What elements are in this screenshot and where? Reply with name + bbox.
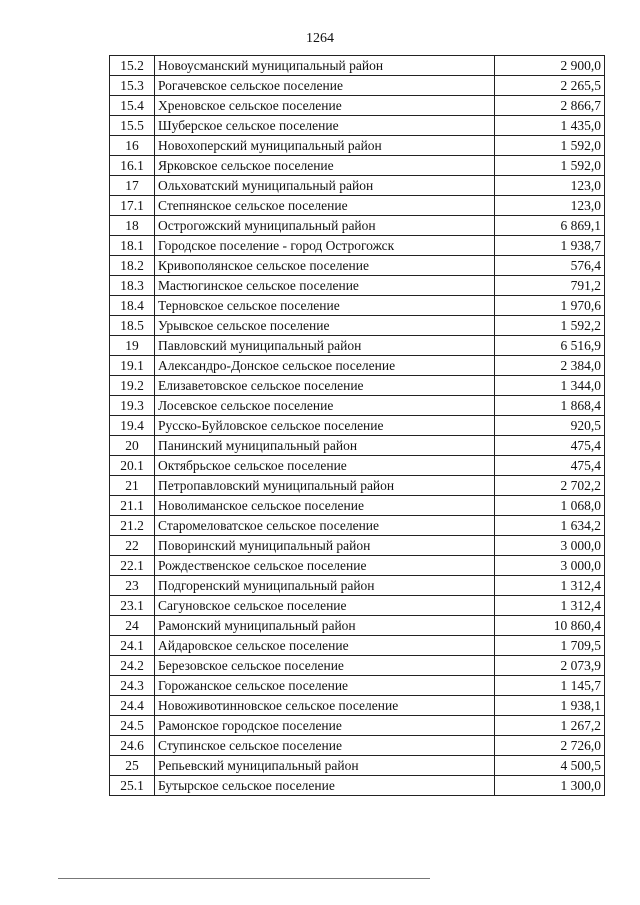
municipality-name-cell: Городское поселение - город Острогожск bbox=[155, 236, 495, 256]
municipality-name-cell: Сагуновское сельское поселение bbox=[155, 596, 495, 616]
table-row bbox=[110, 416, 605, 436]
row-number-cell: 24.1 bbox=[110, 636, 155, 656]
row-number-cell: 18.5 bbox=[110, 316, 155, 336]
municipality-name-cell: Подгоренский муниципальный район bbox=[155, 576, 495, 596]
municipality-name-cell: Урывское сельское поселение bbox=[155, 316, 495, 336]
municipality-name-cell: Петропавловский муниципальный район bbox=[155, 476, 495, 496]
municipality-name-cell: Мастюгинское сельское поселение bbox=[155, 276, 495, 296]
amount-cell: 1 592,0 bbox=[495, 156, 605, 176]
table-row bbox=[110, 196, 605, 216]
row-number-cell: 25 bbox=[110, 756, 155, 776]
municipality-name-cell: Поворинский муниципальный район bbox=[155, 536, 495, 556]
municipality-name-cell: Рождественское сельское поселение bbox=[155, 556, 495, 576]
municipality-name-cell: Новолиманское сельское поселение bbox=[155, 496, 495, 516]
row-number-cell: 15.5 bbox=[110, 116, 155, 136]
row-number-cell: 24.3 bbox=[110, 676, 155, 696]
table-row bbox=[110, 96, 605, 116]
municipality-name-cell: Октябрьское сельское поселение bbox=[155, 456, 495, 476]
amount-cell: 123,0 bbox=[495, 176, 605, 196]
row-number-cell: 24.2 bbox=[110, 656, 155, 676]
table-row bbox=[110, 476, 605, 496]
amount-cell: 1 868,4 bbox=[495, 396, 605, 416]
table-row bbox=[110, 716, 605, 736]
row-number-cell: 22 bbox=[110, 536, 155, 556]
row-number-cell: 24.4 bbox=[110, 696, 155, 716]
table-row bbox=[110, 456, 605, 476]
amount-cell: 6 869,1 bbox=[495, 216, 605, 236]
amount-cell: 920,5 bbox=[495, 416, 605, 436]
row-number-cell: 18.4 bbox=[110, 296, 155, 316]
row-number-cell: 16.1 bbox=[110, 156, 155, 176]
table-row bbox=[110, 356, 605, 376]
table-row bbox=[110, 396, 605, 416]
amount-cell: 2 900,0 bbox=[495, 56, 605, 76]
table-row bbox=[110, 596, 605, 616]
amount-cell: 475,4 bbox=[495, 436, 605, 456]
amount-cell: 1 592,2 bbox=[495, 316, 605, 336]
page-number: 1264 bbox=[306, 31, 334, 46]
table-row bbox=[110, 276, 605, 296]
row-number-cell: 24.6 bbox=[110, 736, 155, 756]
amount-cell: 475,4 bbox=[495, 456, 605, 476]
amount-cell: 6 516,9 bbox=[495, 336, 605, 356]
row-number-cell: 19.4 bbox=[110, 416, 155, 436]
budget-table bbox=[109, 55, 605, 796]
municipality-name-cell: Ярковское сельское поселение bbox=[155, 156, 495, 176]
table-row bbox=[110, 316, 605, 336]
municipality-name-cell: Ступинское сельское поселение bbox=[155, 736, 495, 756]
row-number-cell: 18.3 bbox=[110, 276, 155, 296]
row-number-cell: 21 bbox=[110, 476, 155, 496]
table-row bbox=[110, 236, 605, 256]
row-number-cell: 19.1 bbox=[110, 356, 155, 376]
amount-cell: 2 866,7 bbox=[495, 96, 605, 116]
municipality-name-cell: Старомеловатское сельское поселение bbox=[155, 516, 495, 536]
amount-cell: 2 726,0 bbox=[495, 736, 605, 756]
budget-table-body bbox=[110, 56, 605, 796]
amount-cell: 1 634,2 bbox=[495, 516, 605, 536]
amount-cell: 1 435,0 bbox=[495, 116, 605, 136]
amount-cell: 1 344,0 bbox=[495, 376, 605, 396]
amount-cell: 3 000,0 bbox=[495, 536, 605, 556]
municipality-name-cell: Новохоперский муниципальный район bbox=[155, 136, 495, 156]
table-row bbox=[110, 756, 605, 776]
amount-cell: 4 500,5 bbox=[495, 756, 605, 776]
row-number-cell: 23.1 bbox=[110, 596, 155, 616]
table-row bbox=[110, 636, 605, 656]
amount-cell: 1 938,1 bbox=[495, 696, 605, 716]
row-number-cell: 23 bbox=[110, 576, 155, 596]
amount-cell: 1 709,5 bbox=[495, 636, 605, 656]
table-row bbox=[110, 376, 605, 396]
row-number-cell: 22.1 bbox=[110, 556, 155, 576]
row-number-cell: 15.2 bbox=[110, 56, 155, 76]
municipality-name-cell: Новоживотинновское сельское поселение bbox=[155, 696, 495, 716]
amount-cell: 2 073,9 bbox=[495, 656, 605, 676]
municipality-name-cell: Шуберское сельское поселение bbox=[155, 116, 495, 136]
amount-cell: 1 267,2 bbox=[495, 716, 605, 736]
amount-cell: 1 938,7 bbox=[495, 236, 605, 256]
row-number-cell: 19 bbox=[110, 336, 155, 356]
municipality-name-cell: Рамонский муниципальный район bbox=[155, 616, 495, 636]
amount-cell: 791,2 bbox=[495, 276, 605, 296]
amount-cell: 1 145,7 bbox=[495, 676, 605, 696]
row-number-cell: 21.1 bbox=[110, 496, 155, 516]
table-row bbox=[110, 676, 605, 696]
municipality-name-cell: Лосевское сельское поселение bbox=[155, 396, 495, 416]
amount-cell: 1 312,4 bbox=[495, 596, 605, 616]
amount-cell: 2 265,5 bbox=[495, 76, 605, 96]
amount-cell: 10 860,4 bbox=[495, 616, 605, 636]
row-number-cell: 20 bbox=[110, 436, 155, 456]
table-row bbox=[110, 436, 605, 456]
municipality-name-cell: Павловский муниципальный район bbox=[155, 336, 495, 356]
municipality-name-cell: Александро-Донское сельское поселение bbox=[155, 356, 495, 376]
row-number-cell: 20.1 bbox=[110, 456, 155, 476]
amount-cell: 1 970,6 bbox=[495, 296, 605, 316]
table-row bbox=[110, 256, 605, 276]
municipality-name-cell: Рамонское городское поселение bbox=[155, 716, 495, 736]
table-row bbox=[110, 216, 605, 236]
table-row bbox=[110, 536, 605, 556]
municipality-name-cell: Острогожский муниципальный район bbox=[155, 216, 495, 236]
table-row bbox=[110, 776, 605, 796]
table-row bbox=[110, 56, 605, 76]
amount-cell: 3 000,0 bbox=[495, 556, 605, 576]
municipality-name-cell: Ольховатский муниципальный район bbox=[155, 176, 495, 196]
municipality-name-cell: Русско-Буйловское сельское поселение bbox=[155, 416, 495, 436]
row-number-cell: 19.3 bbox=[110, 396, 155, 416]
row-number-cell: 18 bbox=[110, 216, 155, 236]
table-row bbox=[110, 696, 605, 716]
table-row bbox=[110, 156, 605, 176]
amount-cell: 576,4 bbox=[495, 256, 605, 276]
amount-cell: 1 300,0 bbox=[495, 776, 605, 796]
municipality-name-cell: Степнянское сельское поселение bbox=[155, 196, 495, 216]
municipality-name-cell: Айдаровское сельское поселение bbox=[155, 636, 495, 656]
row-number-cell: 18.1 bbox=[110, 236, 155, 256]
municipality-name-cell: Бутырское сельское поселение bbox=[155, 776, 495, 796]
amount-cell: 1 312,4 bbox=[495, 576, 605, 596]
table-row bbox=[110, 336, 605, 356]
row-number-cell: 17 bbox=[110, 176, 155, 196]
municipality-name-cell: Панинский муниципальный район bbox=[155, 436, 495, 456]
row-number-cell: 24 bbox=[110, 616, 155, 636]
municipality-name-cell: Горожанское сельское поселение bbox=[155, 676, 495, 696]
row-number-cell: 17.1 bbox=[110, 196, 155, 216]
municipality-name-cell: Елизаветовское сельское поселение bbox=[155, 376, 495, 396]
municipality-name-cell: Новоусманский муниципальный район bbox=[155, 56, 495, 76]
table-row bbox=[110, 576, 605, 596]
row-number-cell: 16 bbox=[110, 136, 155, 156]
row-number-cell: 18.2 bbox=[110, 256, 155, 276]
table-row bbox=[110, 516, 605, 536]
table-row bbox=[110, 296, 605, 316]
row-number-cell: 19.2 bbox=[110, 376, 155, 396]
table-row bbox=[110, 556, 605, 576]
amount-cell: 2 702,2 bbox=[495, 476, 605, 496]
amount-cell: 123,0 bbox=[495, 196, 605, 216]
row-number-cell: 24.5 bbox=[110, 716, 155, 736]
bottom-rule bbox=[58, 878, 430, 879]
amount-cell: 2 384,0 bbox=[495, 356, 605, 376]
table-row bbox=[110, 656, 605, 676]
municipality-name-cell: Репьевский муниципальный район bbox=[155, 756, 495, 776]
municipality-name-cell: Кривополянское сельское поселение bbox=[155, 256, 495, 276]
municipality-name-cell: Хреновское сельское поселение bbox=[155, 96, 495, 116]
table-row bbox=[110, 136, 605, 156]
table-row bbox=[110, 736, 605, 756]
row-number-cell: 25.1 bbox=[110, 776, 155, 796]
table-row bbox=[110, 496, 605, 516]
municipality-name-cell: Рогачевское сельское поселение bbox=[155, 76, 495, 96]
table-row bbox=[110, 616, 605, 636]
table-row bbox=[110, 116, 605, 136]
municipality-name-cell: Березовское сельское поселение bbox=[155, 656, 495, 676]
municipality-name-cell: Терновское сельское поселение bbox=[155, 296, 495, 316]
amount-cell: 1 068,0 bbox=[495, 496, 605, 516]
row-number-cell: 15.3 bbox=[110, 76, 155, 96]
row-number-cell: 15.4 bbox=[110, 96, 155, 116]
table-row bbox=[110, 176, 605, 196]
table-row bbox=[110, 76, 605, 96]
amount-cell: 1 592,0 bbox=[495, 136, 605, 156]
row-number-cell: 21.2 bbox=[110, 516, 155, 536]
